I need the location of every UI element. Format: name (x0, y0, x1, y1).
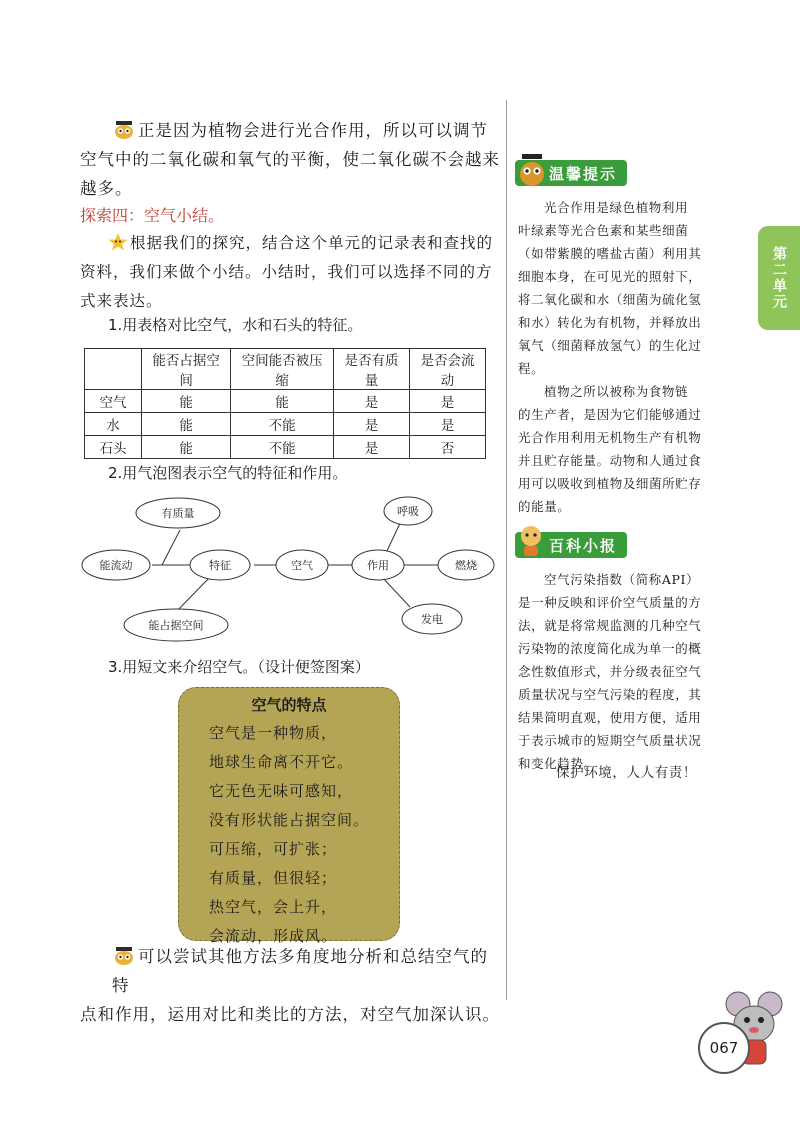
table-row (85, 413, 486, 436)
tip-line: 并且贮存能量。动物和人通过食 (518, 453, 702, 468)
unit-tab[interactable]: 第二单元 (758, 226, 800, 330)
encyc-line: 和变化趋势。 (518, 756, 597, 771)
closing-paragraph (80, 942, 500, 1029)
note-card (178, 687, 400, 945)
owl-teacher-icon (517, 154, 547, 188)
bubble-diagram (80, 495, 500, 645)
note-line: 没有形状能占据空间。 (209, 811, 370, 829)
encyclopedia-banner: 百科小报 (515, 532, 627, 558)
table-header-row (85, 349, 486, 390)
item-2-label: 2.用气泡图表示空气的特征和作用。 (108, 464, 348, 482)
bubble-text: 能占据空间 (148, 619, 204, 632)
page-number: 067 (698, 1022, 750, 1074)
encyclopedia-box (515, 532, 715, 558)
section-line: 根据我们的探究，结合这个单元的记录表和查找的 (130, 234, 494, 252)
table-header-cell (85, 349, 142, 390)
cartoon-kid-icon (515, 524, 547, 558)
encyc-line: 念性数值形式，并分级表征空气 (518, 664, 702, 679)
tip-line: 氧气（细菌释放氢气）的生化过 (518, 338, 702, 353)
tip-line: 的生产者，是因为它们能够通过 (518, 407, 702, 422)
section-line: 式来表达。 (80, 292, 163, 310)
tip-line: （如带紫膜的嗜盐古菌）利用其 (518, 246, 702, 261)
intro-line: 正是因为植物会进行光合作用，所以可以调节 (138, 121, 488, 140)
table-row (85, 390, 486, 413)
intro-line: 空气中的二氧化碳和氧气的平衡，使二氧化碳不会越来 (80, 150, 500, 169)
item-3-label: 3.用短文来介绍空气。（设计便签图案） (108, 658, 370, 676)
table-header-cell: 是否会流动 (410, 349, 486, 390)
tip-line: 光合作用利用无机物生产有机物 (518, 430, 702, 445)
comparison-table (84, 348, 486, 459)
tip-text (518, 196, 718, 518)
tip-box (515, 160, 715, 186)
table-cell: 能 (142, 413, 231, 436)
table-cell: 不能 (231, 436, 334, 459)
tip-line: 程。 (518, 361, 545, 376)
bubble-text: 空气 (291, 559, 313, 572)
table-cell: 石头 (85, 436, 142, 459)
table-header-cell: 是否有质量 (334, 349, 410, 390)
bubble-text: 特征 (209, 559, 231, 572)
tip-line: 将二氧化碳和水（细菌为硫化氢 (518, 292, 702, 307)
encyc-line: 质量状况与空气污染的程度，其 (518, 687, 702, 702)
table-cell: 空气 (85, 390, 142, 413)
intro-line: 越多。 (80, 179, 133, 198)
note-line: 它无色无味可感知， (209, 782, 354, 800)
owl-mascot-icon (112, 947, 136, 965)
table-cell: 能 (231, 390, 334, 413)
tip-line: 的能量。 (518, 499, 571, 514)
encyc-line: 是一种反映和评价空气质量的方 (518, 595, 702, 610)
column-divider (506, 100, 507, 1000)
table-cell: 是 (334, 390, 410, 413)
note-line: 空气是一种物质， (209, 724, 338, 742)
table-cell: 水 (85, 413, 142, 436)
section-line: 资料，我们来做个小结。小结时，我们可以选择不同的方 (80, 263, 493, 281)
tip-line: 用可以吸收到植物及细菌所贮存 (518, 476, 702, 491)
table-cell: 是 (410, 390, 486, 413)
bubble-text: 呼吸 (397, 505, 419, 518)
bubble-text: 发电 (421, 613, 443, 626)
tip-banner: 温馨提示 (515, 160, 627, 186)
tip-line: 植物之所以被称为食物链 (544, 384, 689, 399)
intro-paragraph (80, 116, 500, 203)
encyc-line: 法，就是将常规监测的几种空气 (518, 618, 702, 633)
note-line: 可压缩，可扩张； (209, 840, 338, 858)
note-line: 热空气，会上升， (209, 898, 338, 916)
table-cell: 否 (410, 436, 486, 459)
note-title: 空气的特点 (251, 696, 327, 714)
section-paragraph (80, 229, 500, 316)
star-mascot-icon (108, 233, 128, 251)
tip-line: 光合作用是绿色植物利用 (544, 200, 689, 215)
bubble-text: 能流动 (99, 559, 133, 572)
table-cell: 能 (142, 390, 231, 413)
table-cell: 是 (410, 413, 486, 436)
tip-line: 和水）转化为有机物，并释放出 (518, 315, 702, 330)
note-line: 地球生命离不开它。 (209, 753, 354, 771)
encyc-line: 于表示城市的短期空气质量状况 (518, 733, 702, 748)
slogan: 保护环境，人人有责！ (556, 765, 697, 781)
table-header-cell: 能否占据空间 (142, 349, 231, 390)
encyc-line: 空气污染指数（简称API） (544, 572, 700, 587)
note-line: 有质量，但很轻； (209, 869, 338, 887)
bubble-text: 燃烧 (455, 559, 477, 572)
bubble-text: 有质量 (161, 507, 195, 520)
bubble-text: 作用 (367, 559, 389, 572)
owl-mascot-icon (112, 121, 136, 139)
table-row (85, 436, 486, 459)
table-cell: 是 (334, 413, 410, 436)
encyc-line: 结果简明直观，使用方便，适用 (518, 710, 702, 725)
note-line: 会流动，形成风。 (209, 927, 338, 945)
table-cell: 能 (142, 436, 231, 459)
item-1-label: 1.用表格对比空气，水和石头的特征。 (108, 316, 363, 334)
section-heading: 探索四：空气小结。 (80, 206, 225, 225)
tip-line: 细胞本身，在可见光的照射下， (518, 269, 702, 284)
encyc-line: 污染物的浓度简化成为单一的概 (518, 641, 702, 656)
table-cell: 不能 (231, 413, 334, 436)
closing-line: 可以尝试其他方法多角度地分析和总结空气的特 (112, 947, 488, 995)
table-header-cell: 空间能否被压缩 (231, 349, 334, 390)
tip-line: 叶绿素等光合色素和某些细菌 (518, 223, 689, 238)
table-cell: 是 (334, 436, 410, 459)
encyclopedia-text (518, 568, 718, 775)
closing-line: 点和作用，运用对比和类比的方法，对空气加深认识。 (80, 1005, 500, 1024)
